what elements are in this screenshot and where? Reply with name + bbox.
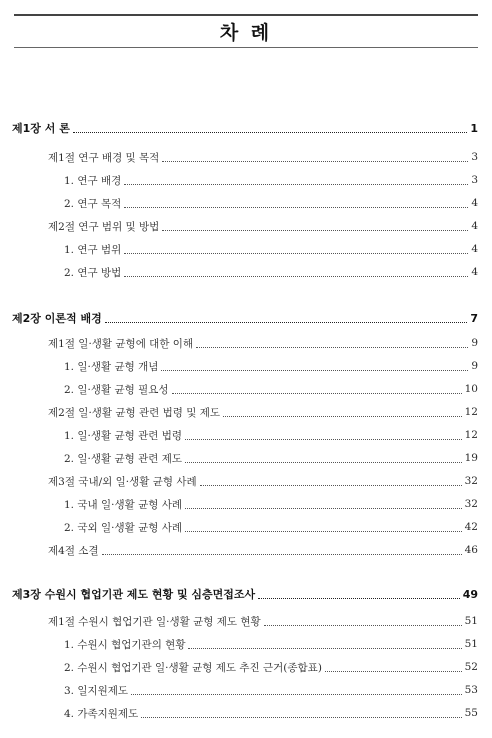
toc-page-number: 10 <box>464 383 478 395</box>
toc-page-number: 4 <box>471 266 478 278</box>
toc-page-number: 52 <box>464 661 478 673</box>
toc-page-number: 4 <box>471 243 478 255</box>
toc-page-number: 1 <box>470 121 478 135</box>
toc-page-number: 51 <box>464 638 478 650</box>
toc-dot-leader <box>141 716 461 718</box>
toc-dot-leader <box>102 553 462 555</box>
toc-page-number: 12 <box>464 406 478 418</box>
toc-entry-label: 4. 가족지원제도 <box>64 707 139 720</box>
toc-subsection-entry[interactable] <box>0 192 492 214</box>
toc-page-number: 42 <box>464 521 478 533</box>
toc-page-number: 9 <box>471 360 478 372</box>
toc-subsection-entry[interactable] <box>0 261 492 283</box>
toc-entry-label: 1. 연구 배경 <box>64 174 122 187</box>
toc-section-entry[interactable] <box>0 401 492 423</box>
toc-subsection-entry[interactable] <box>0 702 492 724</box>
toc-page-number: 32 <box>464 475 478 487</box>
title-bottom-rule <box>14 47 478 48</box>
toc-page-number: 12 <box>464 429 478 441</box>
toc-dot-leader <box>185 438 462 440</box>
toc-subsection-entry[interactable] <box>0 633 492 655</box>
toc-section-entry[interactable] <box>0 470 492 492</box>
toc-subsection-entry[interactable] <box>0 493 492 515</box>
toc-subsection-entry[interactable] <box>0 378 492 400</box>
toc-subsection-entry[interactable] <box>0 656 492 678</box>
page-title: 차 례 <box>219 22 273 44</box>
toc-dot-leader <box>264 624 462 626</box>
toc-chapter-entry[interactable] <box>0 307 492 329</box>
toc-page-number: 32 <box>464 498 478 510</box>
toc-dot-leader <box>200 484 462 486</box>
toc-section-entry[interactable] <box>0 332 492 354</box>
toc-subsection-entry[interactable] <box>0 516 492 538</box>
toc-page-number: 9 <box>471 337 478 349</box>
toc-entry-label: 제2장 이론적 배경 <box>12 312 102 325</box>
toc-dot-leader <box>124 183 468 185</box>
toc-chapter-entry[interactable] <box>0 117 492 139</box>
toc-entry-label: 제4절 소결 <box>48 544 99 557</box>
toc-entry-label: 1. 일·생활 균형 관련 법령 <box>64 429 182 442</box>
toc-section-entry[interactable] <box>0 539 492 561</box>
toc-dot-leader <box>172 392 462 394</box>
toc-subsection-entry[interactable] <box>0 679 492 701</box>
toc-dot-leader <box>325 670 462 672</box>
toc-entry-label: 3. 일지원제도 <box>64 684 129 697</box>
title-top-rule <box>14 14 478 16</box>
toc-entry-label: 제3절 국내/외 일·생활 균형 사례 <box>48 475 197 488</box>
toc-entry-label: 제1절 연구 배경 및 목적 <box>48 151 160 164</box>
toc-dot-leader <box>185 461 462 463</box>
toc-entry-label: 제1절 수원시 협업기관 일·생활 균형 제도 현황 <box>48 615 261 628</box>
toc-entry-label: 제2절 일·생활 균형 관련 법령 및 제도 <box>48 406 221 419</box>
toc-page-number: 55 <box>464 707 478 719</box>
toc-entry-label: 2. 일·생활 균형 필요성 <box>64 383 169 396</box>
toc-dot-leader <box>223 415 462 417</box>
toc-page-number: 19 <box>464 452 478 464</box>
toc-dot-leader <box>124 275 468 277</box>
toc-entry-label: 2. 일·생활 균형 관련 제도 <box>64 452 182 465</box>
toc-dot-leader <box>258 597 460 599</box>
toc-page-number: 46 <box>464 544 478 556</box>
toc-page-number: 4 <box>471 197 478 209</box>
toc-page-number: 49 <box>462 587 478 601</box>
toc-entry-label: 제3장 수원시 협업기관 제도 현황 및 심층면접조사 <box>12 588 256 601</box>
toc-dot-leader <box>188 647 461 649</box>
toc-page-number: 4 <box>471 220 478 232</box>
toc-entry-label: 1. 수원시 협업기관의 현황 <box>64 638 186 651</box>
toc-subsection-entry[interactable] <box>0 424 492 446</box>
toc-entry-label: 1. 국내 일·생활 균형 사례 <box>64 498 182 511</box>
toc-dot-leader <box>161 369 468 371</box>
toc-dot-leader <box>185 507 462 509</box>
toc-dot-leader <box>162 229 468 231</box>
toc-section-entry[interactable] <box>0 610 492 632</box>
toc-dot-leader <box>196 346 468 348</box>
toc-page-number: 3 <box>471 151 478 163</box>
toc-chapter-entry[interactable] <box>0 583 492 605</box>
toc-subsection-entry[interactable] <box>0 447 492 469</box>
toc-entry-label: 1. 연구 범위 <box>64 243 122 256</box>
toc-dot-leader <box>124 252 468 254</box>
toc-dot-leader <box>162 160 468 162</box>
toc-dot-leader <box>131 693 462 695</box>
toc-entry-label: 2. 연구 목적 <box>64 197 122 210</box>
toc-entry-label: 2. 수원시 협업기관 일·생활 균형 제도 추진 근거(종합표) <box>64 661 322 674</box>
toc-section-entry[interactable] <box>0 215 492 237</box>
toc-subsection-entry[interactable] <box>0 169 492 191</box>
toc-entry-label: 1. 일·생활 균형 개념 <box>64 360 159 373</box>
toc-entry-label: 제1절 일·생활 균형에 대한 이해 <box>48 337 194 350</box>
toc-page-number: 7 <box>470 311 478 325</box>
toc-section-entry[interactable] <box>0 146 492 168</box>
toc-subsection-entry[interactable] <box>0 238 492 260</box>
toc-entry-label: 2. 국외 일·생활 균형 사례 <box>64 521 182 534</box>
toc-dot-leader <box>105 321 468 323</box>
toc-dot-leader <box>73 131 468 133</box>
toc-page-number: 3 <box>471 174 478 186</box>
toc-entry-label: 2. 연구 방법 <box>64 266 122 279</box>
toc-entry-label: 제1장 서 론 <box>12 122 70 135</box>
toc-page-number: 51 <box>464 615 478 627</box>
toc-dot-leader <box>124 206 468 208</box>
toc-subsection-entry[interactable] <box>0 355 492 377</box>
toc-entry-label: 제2절 연구 범위 및 방법 <box>48 220 160 233</box>
toc-dot-leader <box>185 530 462 532</box>
toc-page-number: 53 <box>464 684 478 696</box>
